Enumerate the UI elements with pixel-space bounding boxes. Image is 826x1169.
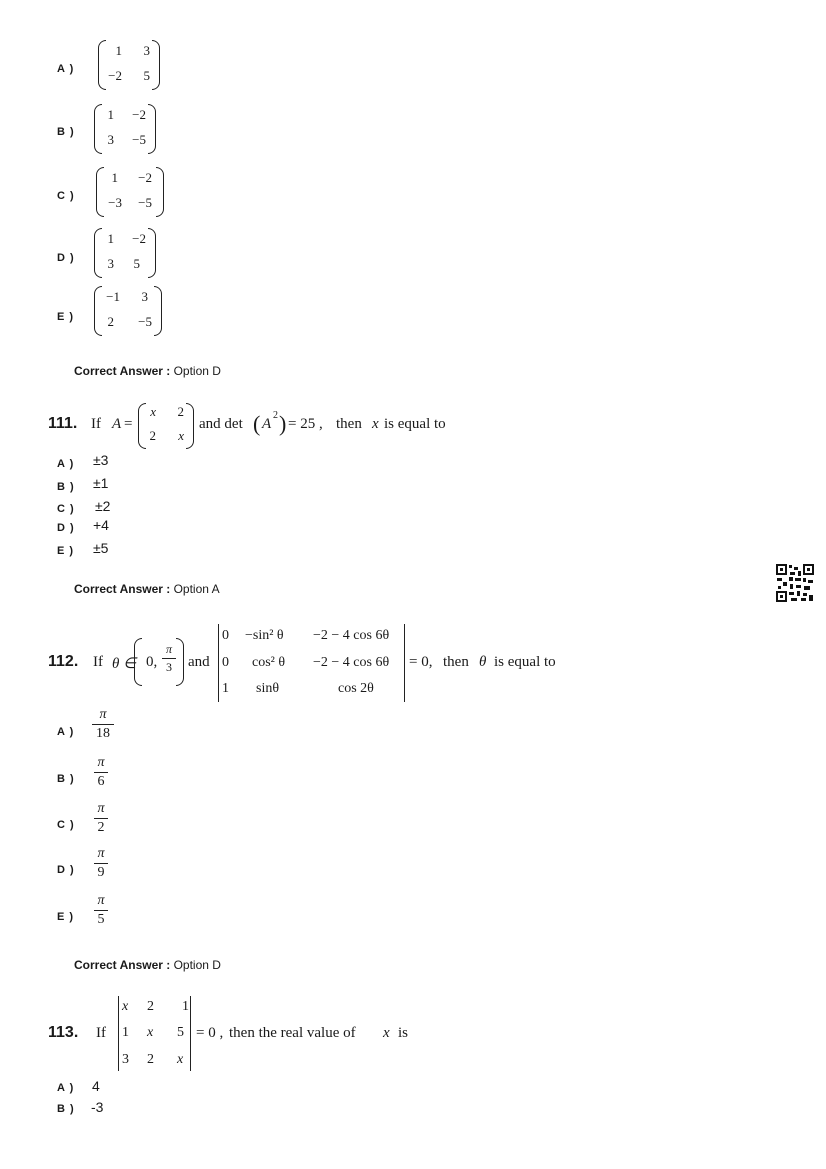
det-cell: cos² θ [252,655,286,670]
math-var: A [262,416,272,432]
matrix-cell: −2 [108,68,122,83]
question-text: = 25 , [288,416,323,432]
det-cell: 1 [182,999,189,1014]
option-value: ±5 [93,540,109,556]
matrix [138,403,194,449]
matrix-cell: 3 [107,132,114,147]
math-op: = 0 , [196,1025,224,1041]
math-var: A [112,416,122,432]
option-letter: A ) [57,1082,75,1094]
q111-correct-answer [74,582,220,596]
matrix-cell: 1 [111,170,118,185]
option-letter: B ) [57,481,75,493]
matrix [94,286,162,336]
question-number: 113. [48,1024,79,1041]
determinant-bar-right [404,624,405,702]
option-letter: E ) [57,545,75,557]
fraction-numerator: π [99,707,107,722]
matrix-cell: 1 [107,231,114,246]
option-value: ±1 [93,475,109,491]
option-letter: A ) [57,63,75,75]
fraction [162,642,176,675]
answer-value: Option D [173,958,221,972]
determinant-bar-right [190,996,191,1071]
question-text: is [398,1025,409,1041]
option-letter: A ) [57,726,75,738]
matrix-cell: 3 [107,256,114,271]
matrix-cell: −2 [138,170,152,185]
det-cell: 0 [222,655,229,670]
answer-value: Option D [173,364,221,378]
det-cell: cos 2θ [338,681,374,696]
math-var: θ [479,654,487,670]
qr-code-image [775,563,815,603]
q110-correct-answer [74,364,221,378]
fraction-denominator: 18 [96,726,110,741]
fraction-numerator: π [97,846,105,861]
question-text: If [96,1025,106,1041]
answer-label: Correct Answer : [74,364,171,378]
question-number: 111. [48,415,78,432]
det-cell: sinθ [256,681,280,696]
option-letter: C ) [57,503,75,515]
option-letter: B ) [57,126,75,138]
matrix-cell: 2 [177,404,184,419]
matrix-cell: x [178,428,184,443]
option-letter: B ) [57,1103,75,1115]
matrix [98,40,160,90]
answer-label: Correct Answer : [74,958,171,972]
option-letter: D ) [57,252,75,264]
fraction-denominator: 3 [166,660,172,674]
determinant-bar-left [218,624,219,702]
superscript: 2 [273,410,278,421]
matrix-cell: 3 [143,43,150,58]
matrix-cell: −2 [132,231,146,246]
fraction-numerator: π [97,755,105,770]
answer-value: Option A [173,582,220,596]
option-fraction [94,755,108,790]
fraction-numerator: π [165,642,172,656]
det-cell: −sin² θ [245,628,284,643]
matrix-cell: −5 [138,195,152,210]
question-text: and det [199,416,243,432]
option-letter: C ) [57,190,75,202]
answer-label: Correct Answer : [74,582,171,596]
option-letter: D ) [57,864,75,876]
matrix-cell: 2 [149,428,156,443]
fraction-denominator: 5 [97,912,105,927]
option-fraction [94,893,108,928]
option-value: ±2 [95,498,111,514]
matrix-cell: 5 [143,68,150,83]
matrix-cell: 5 [133,256,140,271]
fraction-denominator: 9 [97,865,105,880]
matrix [94,104,156,154]
det-cell: −2 − 4 cos 6θ [313,628,390,643]
option-fraction [94,846,108,881]
option-fraction [94,801,108,836]
option-letter: D ) [57,522,75,534]
matrix-cell: 1 [107,107,114,122]
det-cell: 2 [147,999,154,1014]
question-number: 112. [48,653,79,670]
option-value: -3 [91,1099,104,1115]
matrix-cell: −1 [106,289,120,304]
det-cell: x [177,1052,184,1067]
option-value: 4 [92,1078,100,1094]
option-value: ±3 [93,452,109,468]
det-cell: x [122,999,129,1014]
det-cell: 5 [177,1025,184,1040]
option-value: +4 [93,517,109,533]
det-cell: 1 [222,681,229,696]
matrix-cell: 3 [141,289,148,304]
option-letter: E ) [57,311,75,323]
det-cell: 3 [122,1052,129,1067]
det-cell: 2 [147,1052,154,1067]
matrix-cell: −5 [138,314,152,329]
fraction-denominator: 6 [97,774,105,789]
option-fraction [92,707,114,742]
det-cell: 0 [222,628,229,643]
option-letter: E ) [57,911,75,923]
fraction-numerator: π [97,801,105,816]
option-letter: B ) [57,773,75,785]
matrix-cell: 2 [107,314,114,329]
option-letter: A ) [57,458,75,470]
math-text: 0, [146,654,158,670]
det-cell: x [147,1025,154,1040]
question-text: If [93,654,103,670]
fraction-denominator: 2 [97,820,105,835]
question-text: If [91,416,101,432]
question-text: then the real value of [229,1025,356,1041]
math-var: x [372,416,379,432]
math-op: = 0, [409,654,433,670]
matrix-cell: x [150,404,156,419]
question-text: and [188,654,210,670]
matrix-cell: −3 [108,195,122,210]
matrix-cell: 1 [115,43,122,58]
fraction-numerator: π [97,893,105,908]
det-cell: 1 [122,1025,129,1040]
paren-close: ) [279,411,287,436]
matrix [96,167,164,217]
matrix-cell: −2 [132,107,146,122]
math-op: = [124,416,133,432]
math-text: θ ∈ [112,656,137,672]
question-text: is equal to [494,654,556,670]
question-text: then [336,416,362,432]
math-var: x [383,1025,390,1041]
interval [134,638,184,686]
matrix [94,228,156,278]
option-letter: C ) [57,819,75,831]
det-cell: −2 − 4 cos 6θ [313,655,390,670]
determinant-bar-left [118,996,119,1071]
question-text: is equal to [384,416,446,432]
matrix-cell: −5 [132,132,146,147]
question-text: then [443,654,469,670]
paren-open: ( [253,411,261,436]
q112-correct-answer [74,958,221,972]
